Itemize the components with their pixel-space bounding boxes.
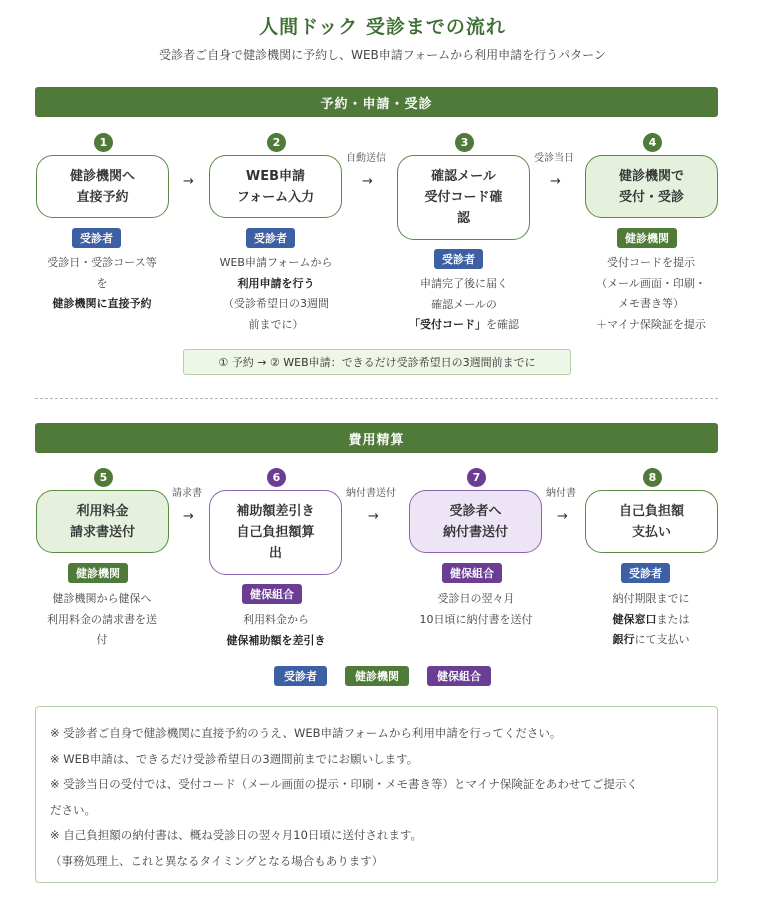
step-number-3: 3 [455,133,474,152]
step-desc-line: にて支払い [634,633,690,646]
note-line: ※ 受診当日の受付では、受付コード（メール画面の提示・印刷・メモ書き等）とマイナ保険証をあわせてご提示く [50,777,638,791]
step-box-3-line: 認 [456,211,470,226]
role-legend [0,666,765,686]
step-desc-7 [396,589,556,630]
step-box-7 [409,490,542,553]
step-desc-5 [22,589,182,651]
legend-insurer: 健保組合 [427,666,491,686]
step-desc-line: メモ書き等） [618,297,684,310]
step-box-1-line: 健診機関へ [69,168,135,184]
step-desc-emphasis: 健診機関に直接予約 [52,297,152,310]
step-number-6: 6 [267,468,286,487]
step-number-1: 1 [94,133,113,152]
step-box-7-line: 納付書送付 [442,524,508,540]
arrow-right-icon: → [557,509,568,524]
step-box-1 [36,155,169,218]
section-divider [35,398,718,399]
step-desc-emphasis: 健保窓口 [612,612,657,626]
page-title: 人間ドック 受診までの流れ [259,16,506,38]
step-box-2 [209,155,342,218]
step-desc-line: （受診希望日の3週間 [223,297,329,310]
step-desc-line: 納付期限までに [612,592,690,605]
step-number-4: 4 [643,133,662,152]
step-box-2-line: フォーム入力 [236,189,315,205]
role-tag-examinee: 受診者 [434,249,483,269]
role-tag-clinic: 健診機関 [68,563,128,583]
arrow-label-auto-send: 自動送信 [346,153,386,164]
step-box-6-line: 補助額差引き [236,504,315,519]
step-desc-line: 確認メールの [431,297,497,311]
step-box-3-line: 受付コード確 [424,190,503,205]
arrow-right-icon: → [368,509,379,524]
arrow-label-exam-day: 受診当日 [534,153,574,164]
step-desc-line: 利用料金の請求書を送 [47,612,157,626]
arrow-right-icon: → [183,174,194,189]
step-desc-3 [384,274,544,336]
step-desc-2 [196,253,356,335]
step-desc-emphasis: 銀行 [612,633,635,646]
step-desc-emphasis: 「受付コード」 [409,318,486,331]
step-desc-line: 受診日の翌々月 [437,592,515,605]
role-tag-insurer: 健保組合 [442,563,502,583]
note-line: ※ 自己負担額の納付書は、概ね受診日の翌々月10日頃に送付されます。 [50,828,423,842]
step-desc-emphasis: 利用申請を行う [237,276,315,290]
role-tag-examinee: 受診者 [621,563,670,583]
step-box-2-line: WEB申請 [245,168,306,184]
step-desc-line: 利用料金から [243,613,309,626]
legend-examinee: 受診者 [274,666,327,686]
step-desc-line: 申請完了後に届く [420,277,508,290]
step-desc-1 [22,253,182,315]
step-box-5-line: 請求書送付 [69,524,135,540]
note-line: ださい。 [50,802,96,817]
step-desc-line: 前までに） [248,317,304,331]
role-tag-examinee: 受診者 [72,228,121,248]
step-desc-line: 10日頃に納付書を送付 [419,612,533,626]
step-number-5: 5 [94,468,113,487]
step-box-6-line: 自己負担額算 [236,525,315,540]
step-desc-8 [570,589,732,651]
step-desc-line: （メール画面・印刷・ [596,276,706,290]
step-box-4-line: 健診機関で [618,168,684,184]
step-box-8 [585,490,718,553]
section-header-settlement: 費用精算 [35,423,718,453]
note-line: ※ WEB申請は、できるだけ受診希望日の3週間前までにお願いします。 [50,751,419,766]
step-box-3 [397,155,530,240]
note-line: ※ 受診者ご自身で健診機関に直接予約のうえ、WEB申請フォームから利用申請を行ってください。 [50,726,562,740]
step-box-7-line: 受診者へ [449,503,502,519]
step-box-4 [585,155,718,218]
step-desc-line: 健診機関から健保へ [52,592,152,605]
step-desc-line: を [96,276,108,290]
step-desc-line: または [656,612,690,626]
step-desc-line: 受付コードを提示 [607,256,695,269]
step-box-4-line: 受付・受診 [618,189,684,205]
step-box-1-line: 直接予約 [76,189,129,205]
step-desc-6 [196,610,356,651]
step-box-3-line: 確認メール [431,169,496,184]
step-box-5-line: 利用料金 [76,503,129,519]
timing-note: ① 予約 → ② WEB申請：できるだけ受診希望日の3週間前までに [183,349,571,375]
step-box-8-line: 自己負担額 [618,503,684,519]
page-subtitle: 受診者ご自身で健診機関に予約し、WEB申請フォームから利用申請を行うパターン [159,48,606,62]
step-number-2: 2 [267,133,286,152]
step-desc-line: 受診日・受診コース等 [47,256,157,269]
arrow-label-payment-slip: 納付書 [546,488,576,499]
step-box-5 [36,490,169,553]
step-desc-emphasis: 健保補助額を差引き [226,633,326,647]
arrow-label-payment-slip-send: 納付書送付 [346,488,396,499]
step-desc-4 [570,253,732,335]
notes-box [35,706,718,883]
note-line: （事務処理上、これと異なるタイミングとなる場合もあります） [50,853,384,868]
step-desc-line: WEB申請フォームから [219,256,333,269]
section-header-reservation: 予約・申請・受診 [35,87,718,117]
role-tag-examinee: 受診者 [246,228,295,248]
arrow-right-icon: → [362,174,373,189]
step-box-6 [209,490,342,575]
step-desc-line: ＋マイナ保険証を提示 [596,317,706,331]
step-number-8: 8 [643,468,662,487]
step-desc-line: 付 [96,633,108,646]
role-tag-insurer: 健保組合 [242,584,302,604]
step-box-6-line: 出 [268,546,282,561]
step-number-7: 7 [467,468,486,487]
arrow-label-invoice: 請求書 [172,488,202,499]
arrow-right-icon: → [550,174,561,189]
legend-clinic: 健診機関 [345,666,409,686]
step-box-8-line: 支払い [631,524,671,540]
arrow-right-icon: → [183,509,194,524]
role-tag-clinic: 健診機関 [617,228,677,248]
step-desc-line: を確認 [486,318,519,331]
